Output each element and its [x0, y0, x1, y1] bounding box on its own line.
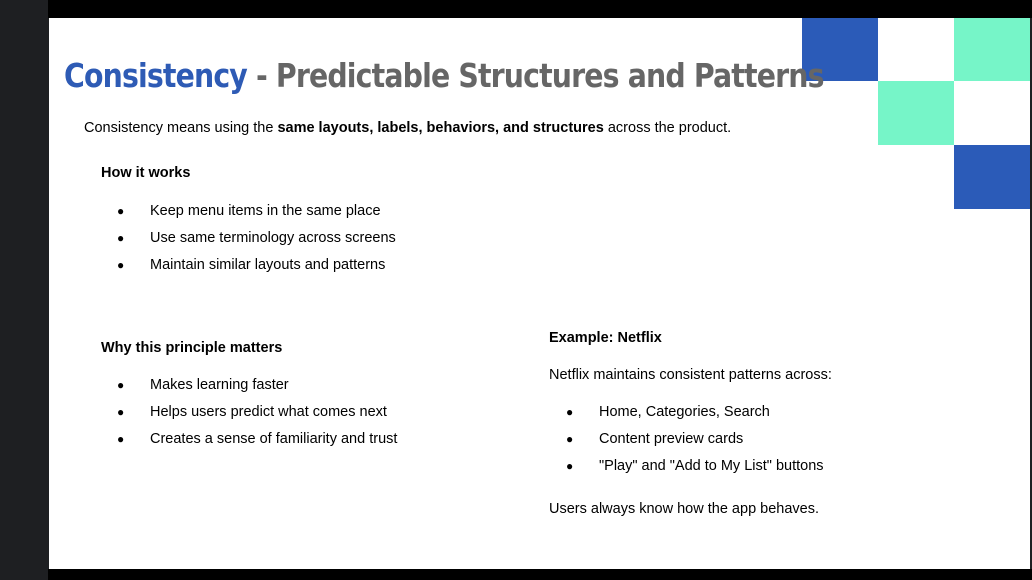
- intro-after: across the product.: [603, 120, 732, 136]
- example-lead: Netflix maintains consistent patterns across:: [549, 367, 832, 383]
- deco-square-blue-2: [954, 145, 1030, 209]
- intro-text: [84, 120, 731, 136]
- bullet-icon: ●: [117, 204, 125, 218]
- intro-before: Consistency means using the: [84, 120, 278, 136]
- list-item-text: Use same terminology across screens: [150, 230, 396, 246]
- deco-square-mint-1: [954, 18, 1030, 81]
- list-item: [101, 376, 397, 403]
- bullet-icon: ●: [117, 231, 125, 245]
- list-item-text: Makes learning faster: [150, 377, 289, 393]
- list-item: [101, 430, 397, 457]
- bullet-icon: ●: [117, 432, 125, 446]
- title-highlight: Consistency: [64, 56, 247, 95]
- list-item: [101, 256, 396, 283]
- how-it-works-heading: How it works: [101, 165, 191, 181]
- list-item-text: Home, Categories, Search: [599, 404, 770, 420]
- list-item: [550, 457, 824, 484]
- bullet-icon: ●: [566, 459, 574, 473]
- how-it-works-list: [101, 202, 396, 283]
- example-closing: Users always know how the app behaves.: [549, 501, 820, 517]
- intro-bold: same layouts, labels, behaviors, and structures: [277, 120, 604, 136]
- slide: [49, 18, 1030, 569]
- list-item-text: Helps users predict what comes next: [150, 404, 387, 420]
- list-item-text: Keep menu items in the same place: [150, 203, 381, 219]
- title-rest: - Predictable Structures and Patterns: [246, 56, 824, 95]
- bullet-icon: ●: [566, 432, 574, 446]
- bullet-icon: ●: [117, 405, 125, 419]
- list-item: [550, 403, 824, 430]
- bullet-icon: ●: [117, 378, 125, 392]
- list-item: [101, 229, 396, 256]
- bullet-icon: ●: [117, 258, 125, 272]
- example-heading: Example: Netflix: [549, 330, 662, 346]
- example-list: [550, 403, 824, 484]
- why-matters-heading: Why this principle matters: [101, 340, 283, 356]
- slide-title: [64, 56, 824, 95]
- list-item-text: "Play" and "Add to My List" buttons: [599, 458, 824, 474]
- bottom-bar: [48, 569, 1032, 580]
- list-item-text: Content preview cards: [599, 431, 744, 447]
- list-item: [101, 202, 396, 229]
- list-item-text: Maintain similar layouts and patterns: [150, 257, 386, 273]
- bullet-icon: ●: [566, 405, 574, 419]
- list-item: [550, 430, 824, 457]
- left-panel: [0, 0, 48, 580]
- why-matters-list: [101, 376, 397, 457]
- deco-square-mint-2: [878, 81, 954, 145]
- top-bar: [48, 0, 1032, 18]
- list-item-text: Creates a sense of familiarity and trust: [150, 431, 398, 447]
- list-item: [101, 403, 397, 430]
